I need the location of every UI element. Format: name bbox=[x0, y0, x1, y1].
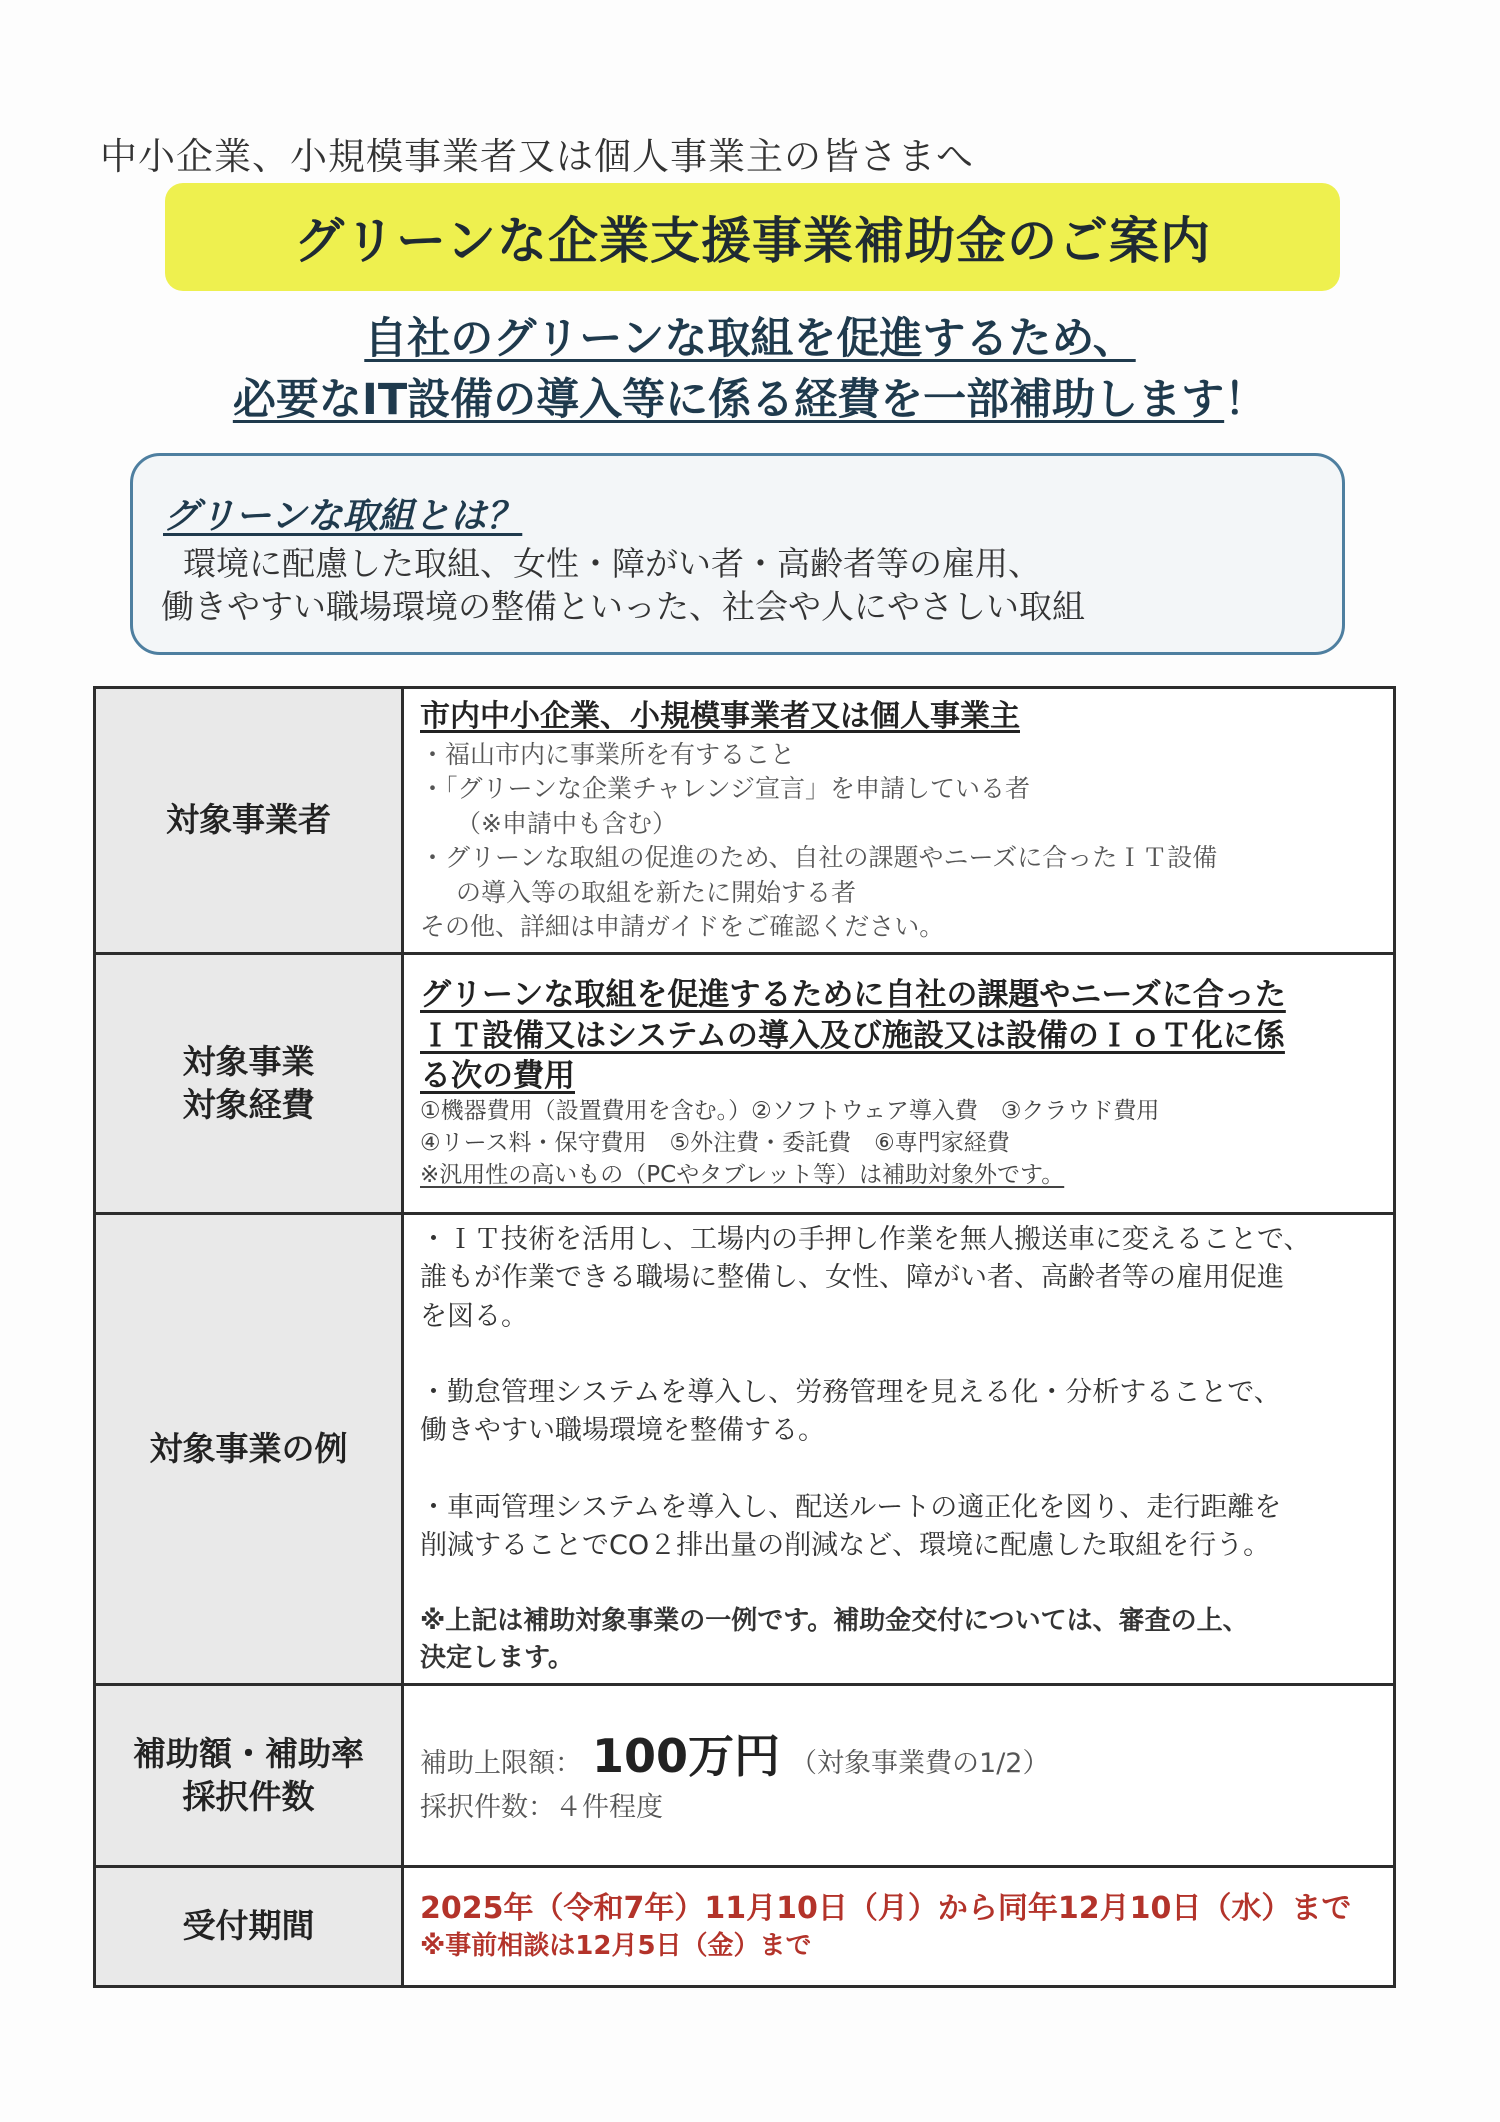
content-examples bbox=[403, 1214, 1395, 1685]
example-2-line-2: 働きやすい職場環境を整備する。 bbox=[420, 1415, 825, 1447]
label-amount-line-1: 補助額・補助率 bbox=[133, 1733, 364, 1773]
label-target-text: 対象事業者 bbox=[166, 800, 331, 840]
consultation-deadline: ※事前相談は12月5日（金）まで bbox=[420, 1931, 812, 1962]
expense-heading-1: グリーンな取組を促進するために自社の課題やニーズに合った bbox=[420, 977, 1286, 1014]
target-item-4: ・グリーンな取組の促進のため、自社の課題やニーズに合ったＩＴ設備 bbox=[420, 843, 1218, 873]
expense-note: ※汎用性の高いもの（PCやタブレット等）は補助対象外です。 bbox=[420, 1161, 1065, 1188]
title-banner bbox=[165, 183, 1340, 291]
example-1-line-3: を図る。 bbox=[420, 1300, 528, 1332]
examples-note-line-1: ※上記は補助対象事業の一例です。補助金交付については、審査の上、 bbox=[420, 1606, 1249, 1637]
example-2-line-1: ・勤怠管理システムを導入し、労務管理を見える化・分析することで、 bbox=[420, 1376, 1281, 1408]
example-1-line-1: ・ＩＴ技術を活用し、工場内の手押し作業を無人搬送車に変えることで、 bbox=[420, 1224, 1311, 1255]
subtitle-line-1-text: 自社のグリーンな取組を促進するため、 bbox=[364, 314, 1136, 364]
page-title: グリーンな企業支援事業補助金のご案内 bbox=[294, 212, 1211, 270]
amount-limit-label: 補助上限額： bbox=[420, 1748, 582, 1780]
table-row-expense bbox=[95, 954, 1395, 1214]
content-period bbox=[403, 1867, 1395, 1987]
label-examples-text: 対象事業の例 bbox=[149, 1428, 348, 1468]
label-target bbox=[95, 688, 403, 954]
example-1-line-2: 誰もが作業できる職場に整備し、女性、障がい者、高齢者等の雇用促進 bbox=[420, 1262, 1284, 1294]
label-period bbox=[95, 1867, 403, 1987]
label-period-text: 受付期間 bbox=[182, 1906, 315, 1946]
target-item-5: の導入等の取組を新たに開始する者 bbox=[456, 877, 857, 907]
green-question: グリーンな取組とは？ bbox=[163, 496, 523, 537]
content-target bbox=[403, 688, 1395, 954]
label-amount-line-2: 採択件数 bbox=[182, 1776, 315, 1816]
target-item-6: その他、詳細は申請ガイドをご確認ください。 bbox=[420, 912, 945, 942]
expense-heading-3: る次の費用 bbox=[420, 1058, 575, 1095]
target-item-2: ・「グリーンな企業チャレンジ宣言」を申請している者 bbox=[420, 774, 1031, 804]
target-item-3: （※申請中も含む） bbox=[456, 808, 677, 838]
examples-note-line-2: 決定します。 bbox=[420, 1643, 574, 1674]
label-amount bbox=[95, 1685, 403, 1867]
expense-items-2: ④リース料・保守費用 ⑤外注費・委託費 ⑥専門家経費 bbox=[420, 1130, 1010, 1157]
table-row-period bbox=[95, 1867, 1395, 1987]
table-row-examples bbox=[95, 1214, 1395, 1685]
label-expense bbox=[95, 954, 403, 1214]
expense-heading-2: ＩＴ設備又はシステムの導入及び施設又は設備のＩｏＴ化に係 bbox=[420, 1017, 1285, 1054]
subtitle-line-1 bbox=[0, 305, 1500, 366]
expense-items-1: ①機器費用（設置費用を含む。）②ソフトウェア導入費 ③クラウド費用 bbox=[420, 1098, 1160, 1125]
green-definition-line-2: 働きやすい職場環境の整備といった、社会や人にやさしい取組 bbox=[161, 587, 1085, 626]
target-item-1: ・福山市内に事業所を有すること bbox=[420, 739, 796, 769]
green-definition-box bbox=[130, 453, 1345, 655]
intro-text: 中小企業、小規模事業者又は個人事業主の皆さまへ bbox=[100, 135, 974, 178]
example-3-line-1: ・車両管理システムを導入し、配送ルートの適正化を図り、走行距離を bbox=[420, 1491, 1282, 1523]
target-heading: 市内中小企業、小規模事業者又は個人事業主 bbox=[420, 699, 1020, 735]
amount-limit-value: 100万円 bbox=[592, 1729, 781, 1784]
label-expense-line-2: 対象経費 bbox=[182, 1084, 315, 1124]
info-table bbox=[93, 686, 1396, 1988]
table-row-amount bbox=[95, 1685, 1395, 1867]
amount-rate: （対象事業費の1/2） bbox=[790, 1748, 1050, 1780]
table-row-target bbox=[95, 688, 1395, 954]
adoption-count: 採択件数：４件程度 bbox=[420, 1791, 663, 1823]
label-expense-line-1: 対象事業 bbox=[182, 1041, 315, 1081]
content-expense bbox=[403, 954, 1395, 1214]
example-3-line-2: 削減することでCO２排出量の削減など、環境に配慮した取組を行う。 bbox=[420, 1529, 1271, 1561]
green-definition-line-1: 環境に配慮した取組、女性・障がい者・高齢者等の雇用、 bbox=[183, 544, 1041, 583]
period-dates: 2025年（令和7年）11月10日（月）から同年12月10日（水）まで bbox=[420, 1890, 1352, 1926]
subtitle-exclamation: ！ bbox=[1224, 375, 1268, 425]
subtitle-line-2-text: 必要なIT設備の導入等に係る経費を一部補助します bbox=[232, 375, 1225, 425]
amount-limit-line bbox=[420, 1725, 1379, 1788]
content-amount bbox=[403, 1685, 1395, 1867]
label-examples bbox=[95, 1214, 403, 1685]
subtitle-line-2 bbox=[0, 366, 1500, 427]
